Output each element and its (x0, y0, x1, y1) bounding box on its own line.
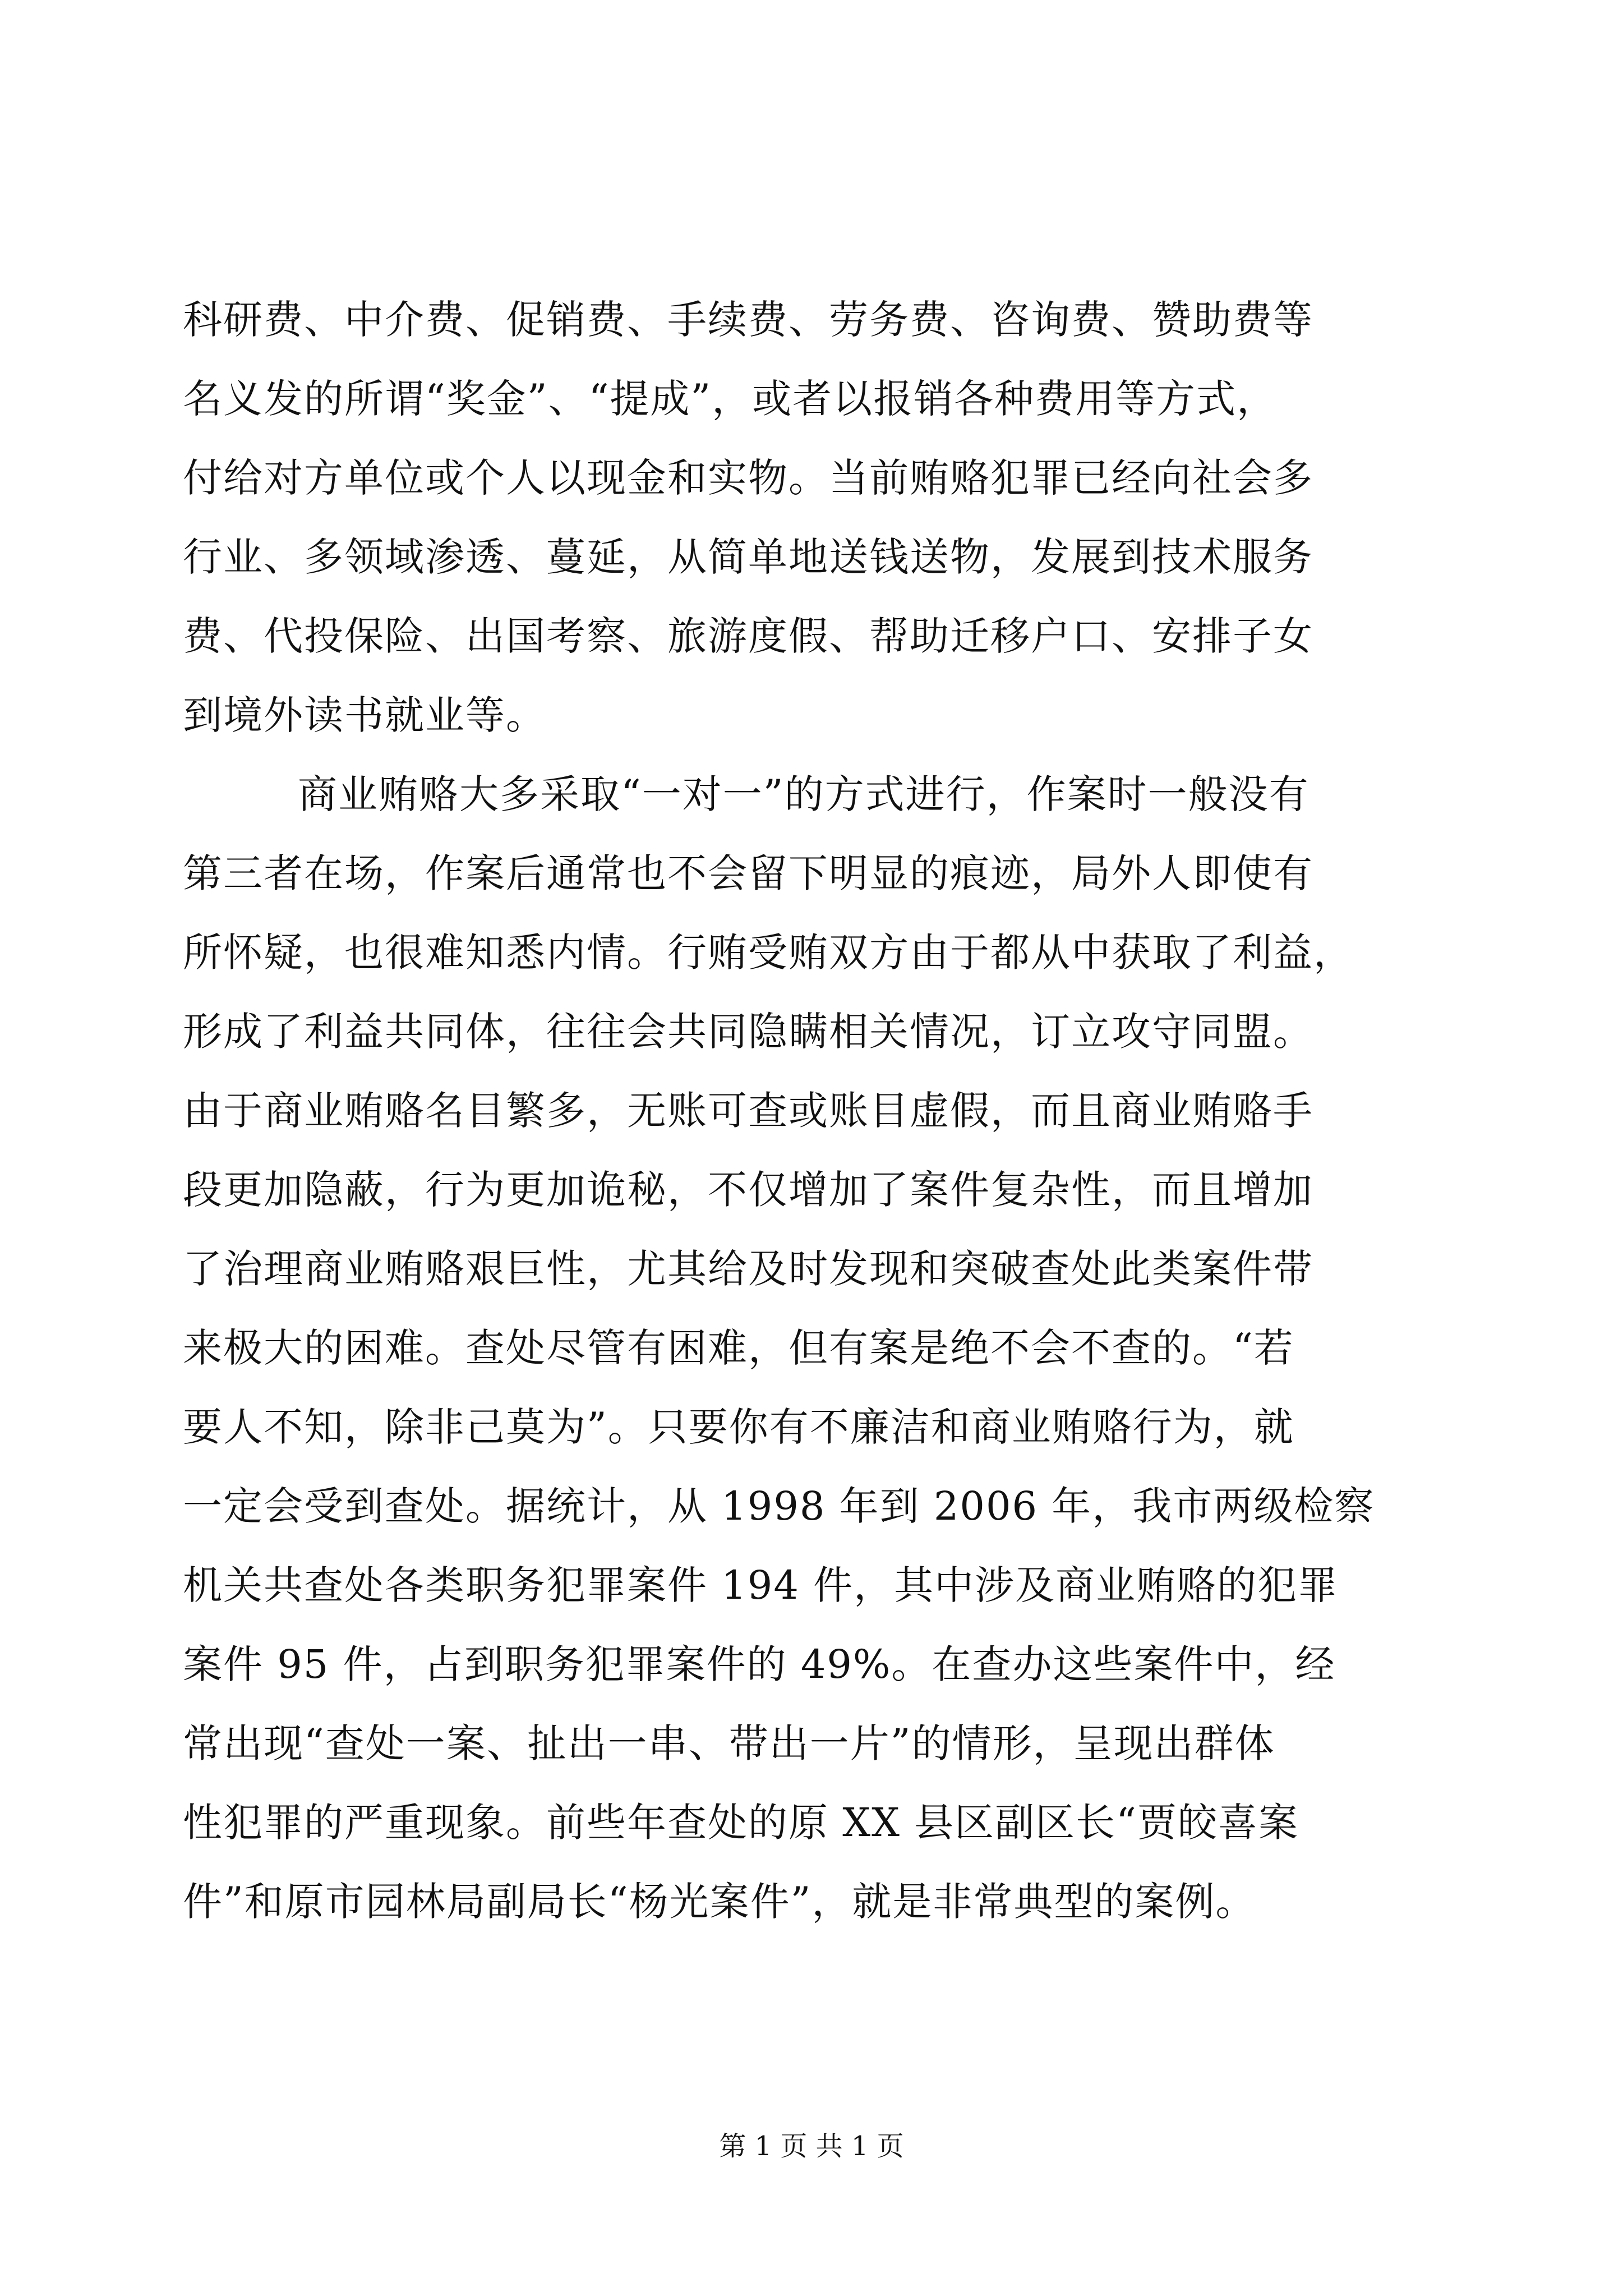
text-line: 段更加隐蔽，行为更加诡秘，不仅增加了案件复杂性，而且增加 (183, 1167, 1313, 1213)
text-line: 由于商业贿赂名目繁多，无账可查或账目虚假，而且商业贿赂手 (183, 1088, 1313, 1134)
page-number-label: 第 1 页 共 1 页 (719, 2131, 904, 2162)
text-line: 付给对方单位或个人以现金和实物。当前贿赂犯罪已经向社会多 (183, 455, 1313, 501)
text-line: 科研费、中介费、促销费、手续费、劳务费、咨询费、赞助费等 (183, 297, 1313, 343)
paragraph-first-line: 商业贿赂大多采取“一对一”的方式进行，作案时一般没有 (298, 771, 1310, 817)
text-line: 案件 95 件，占到职务犯罪案件的 49%。在查办这些案件中，经 (183, 1641, 1336, 1687)
text-line: 了治理商业贿赂艰巨性，尤其给及时发现和突破查处此类案件带 (183, 1246, 1313, 1292)
page-footer (0, 2129, 1623, 2163)
text-line: 机关共查处各类职务犯罪案件 194 件，其中涉及商业贿赂的犯罪 (183, 1562, 1339, 1608)
text-line: 第三者在场，作案后通常也不会留下明显的痕迹，局外人即使有 (183, 850, 1313, 896)
text-line: 常出现“查处一案、扯出一串、带出一片”的情形，呈现出群体 (183, 1720, 1275, 1766)
text-line: 要人不知，除非己莫为”。只要你有不廉洁和商业贿赂行为，就 (183, 1404, 1294, 1450)
text-line: 一定会受到查处。据统计，从 1998 年到 2006 年，我市两级检察 (183, 1483, 1375, 1529)
text-line: 件”和原市园林局副局长“杨光案件”，就是非常典型的案例。 (183, 1879, 1256, 1925)
text-line: 费、代投保险、出国考察、旅游度假、帮助迁移户口、安排子女 (183, 613, 1313, 659)
text-line: 所怀疑，也很难知悉内情。行贿受贿双方由于都从中获取了利益， (183, 930, 1354, 976)
text-line: 性犯罪的严重现象。前些年查处的原 XX 县区副区长“贾皎喜案 (183, 1800, 1299, 1846)
text-line: 名义发的所谓“奖金”、“提成”，或者以报销各种费用等方式， (183, 376, 1278, 422)
body-text (183, 280, 1450, 1941)
text-line: 来极大的困难。查处尽管有困难，但有案是绝不会不查的。“若 (183, 1325, 1294, 1371)
text-line: 行业、多领域渗透、蔓延，从简单地送钱送物，发展到技术服务 (183, 534, 1313, 580)
text-line: 到境外读书就业等。 (183, 692, 546, 738)
text-line: 形成了利益共同体，往往会共同隐瞒相关情况，订立攻守同盟。 (183, 1009, 1313, 1055)
